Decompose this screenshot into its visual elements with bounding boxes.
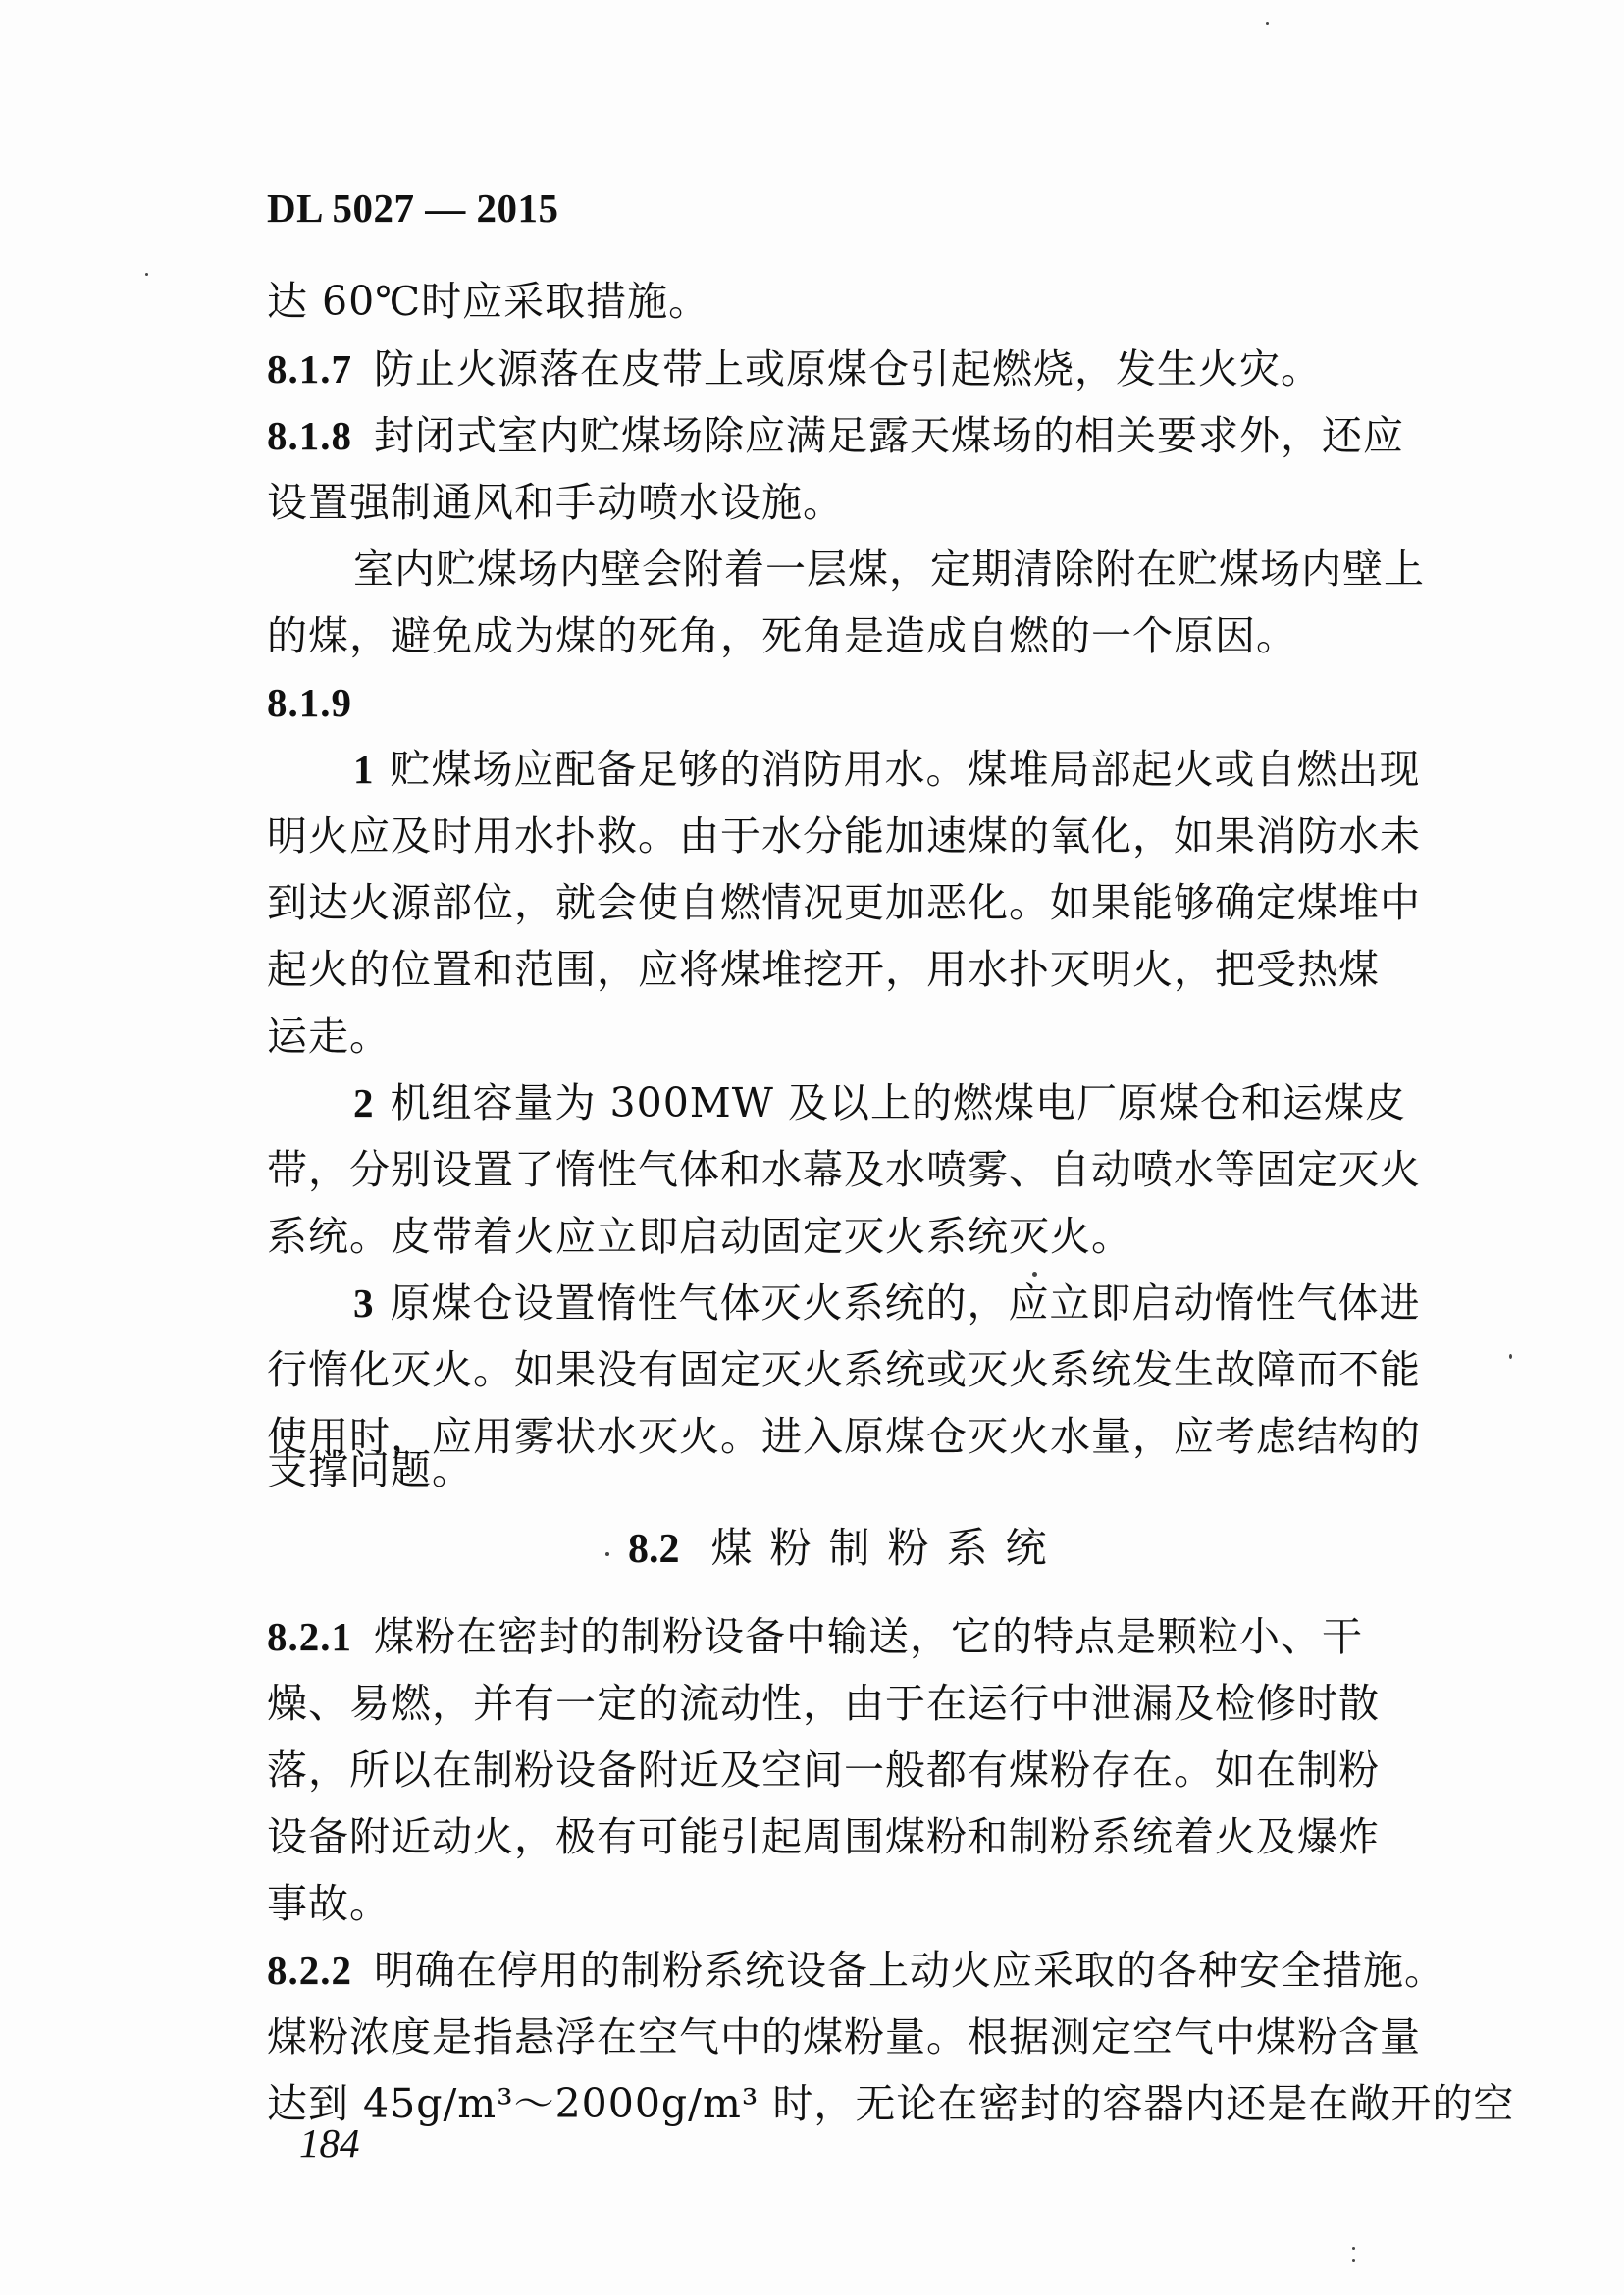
scan-speck xyxy=(1032,1272,1037,1277)
paragraph-line xyxy=(267,612,1297,659)
clause-number: 8.1.9 xyxy=(267,680,352,725)
scan-speck xyxy=(1266,22,1269,25)
list-item-2 xyxy=(353,1079,1406,1126)
line-text: 落，所以在制粉设备附近及空间一般都有煤粉存在。如在制粉 xyxy=(267,1747,1380,1794)
clause-number: 8.1.8 xyxy=(267,413,352,458)
scan-speck xyxy=(145,273,148,276)
paragraph-line xyxy=(267,1446,473,1493)
scan-speck xyxy=(1352,2247,1355,2250)
line-text: 煤粉在密封的制粉设备中输送，它的特点是颗粒小、干 xyxy=(374,1613,1363,1660)
paragraph-line xyxy=(353,546,1425,593)
line-text: 贮煤场应配备足够的消防用水。煤堆局部起火或自燃出现 xyxy=(390,746,1421,793)
line-text: 系统。皮带着火应立即启动固定灭火系统灭火。 xyxy=(267,1213,1132,1260)
line-text: 原煤仓设置惰性气体灭火系统的，应立即启动惰性气体进 xyxy=(390,1279,1421,1327)
paragraph-line xyxy=(267,1680,1380,1727)
line-text: 封闭式室内贮煤场除应满足露天煤场的相关要求外，还应 xyxy=(374,412,1404,459)
paragraph-line xyxy=(267,278,710,325)
line-text: 设备附近动火，极有可能引起周围煤粉和制粉系统着火及爆炸 xyxy=(267,1813,1380,1860)
clause-8-2-2 xyxy=(267,1947,1445,1994)
line-text: 事故。 xyxy=(267,1880,391,1927)
item-number: 2 xyxy=(353,1080,375,1125)
standard-code-header: DL 5027 — 2015 xyxy=(267,185,559,231)
list-item-3 xyxy=(353,1279,1421,1327)
clause-8-1-9 xyxy=(267,680,374,725)
clause-number: 8.2.1 xyxy=(267,1614,352,1659)
line-text: 室内贮煤场内壁会附着一层煤，定期清除附在贮煤场内壁上 xyxy=(353,546,1425,593)
list-item-1 xyxy=(353,746,1421,793)
line-text: 的煤，避免成为煤的死角，死角是造成自燃的一个原因。 xyxy=(267,612,1297,659)
clause-8-2-1 xyxy=(267,1613,1363,1660)
section-heading xyxy=(628,1516,1065,1575)
section-number: 8.2 xyxy=(628,1527,680,1572)
paragraph-line xyxy=(267,2013,1421,2060)
paragraph-line xyxy=(267,1213,1132,1260)
line-text: 起火的位置和范围，应将煤堆挖开，用水扑灭明火，把受热煤 xyxy=(267,946,1380,993)
paragraph-line xyxy=(267,1813,1380,1860)
line-text: 明确在停用的制粉系统设备上动火应采取的各种安全措施。 xyxy=(374,1947,1445,1994)
paragraph-line xyxy=(267,479,844,526)
paragraph-line xyxy=(267,2080,1515,2127)
line-text: 达到 45g/m³～2000g/m³ 时，无论在密封的容器内还是在敞开的空 xyxy=(267,2080,1515,2127)
clause-8-1-7 xyxy=(267,345,1322,392)
paragraph-line xyxy=(267,946,1380,993)
section-title-text: 煤粉制粉系统 xyxy=(710,1524,1065,1572)
item-number: 1 xyxy=(353,747,375,792)
line-text: 防止火源落在皮带上或原煤仓引起燃烧，发生火灾。 xyxy=(374,345,1322,392)
line-text: 使用时，应用雾状水灭火。进入原煤仓灭火水量，应考虑结构的 xyxy=(267,1413,1421,1460)
line-text: 设置强制通风和手动喷水设施。 xyxy=(267,479,844,526)
paragraph-line xyxy=(267,1880,391,1927)
paragraph-line xyxy=(267,812,1421,860)
line-text: 到达火源部位，就会使自燃情况更加恶化。如果能够确定煤堆中 xyxy=(267,879,1421,926)
scan-speck xyxy=(1509,1354,1512,1359)
line-text: 机组容量为 300MW 及以上的燃煤电厂原煤仓和运煤皮 xyxy=(390,1079,1406,1126)
paragraph-line xyxy=(267,1013,391,1060)
line-text: 煤粉浓度是指悬浮在空气中的煤粉量。根据测定空气中煤粉含量 xyxy=(267,2013,1421,2060)
line-text: 燥、易燃，并有一定的流动性，由于在运行中泄漏及检修时散 xyxy=(267,1680,1380,1727)
line-text: 支撑问题。 xyxy=(267,1446,473,1493)
page-number: 184 xyxy=(299,2120,360,2165)
line-text: 达 60℃时应采取措施。 xyxy=(267,278,710,325)
paragraph-line xyxy=(267,1346,1421,1393)
paragraph-line xyxy=(267,1146,1421,1193)
paragraph-line xyxy=(267,1747,1380,1794)
line-text: 运走。 xyxy=(267,1013,391,1060)
line-text: 带，分别设置了惰性气体和水幕及水喷雾、自动喷水等固定灭火 xyxy=(267,1146,1421,1193)
clause-8-1-8 xyxy=(267,412,1404,459)
scan-speck xyxy=(605,1552,609,1556)
paragraph-line xyxy=(267,879,1421,926)
clause-number: 8.2.2 xyxy=(267,1948,352,1993)
line-text: 行惰化灭火。如果没有固定灭火系统或灭火系统发生故障而不能 xyxy=(267,1346,1421,1393)
scan-speck xyxy=(1352,2259,1355,2262)
item-number: 3 xyxy=(353,1280,375,1326)
clause-number: 8.1.7 xyxy=(267,346,352,391)
line-text: 明火应及时用水扑救。由于水分能加速煤的氧化，如果消防水未 xyxy=(267,812,1421,860)
